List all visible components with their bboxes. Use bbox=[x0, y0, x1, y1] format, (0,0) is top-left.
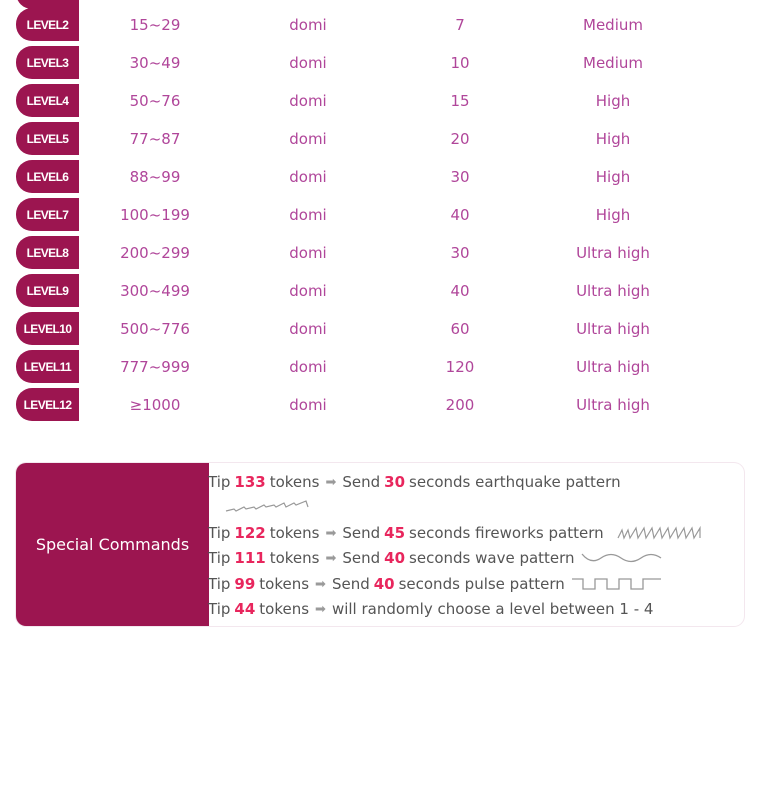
command-line bbox=[208, 572, 663, 596]
intensity: Ultra high bbox=[576, 243, 650, 262]
level-badge: LEVEL8 bbox=[16, 236, 79, 269]
token-amount: 111 bbox=[234, 549, 266, 567]
arrow-icon: ➡ bbox=[315, 601, 326, 617]
token-amount: 44 bbox=[234, 600, 256, 618]
arrow-icon: ➡ bbox=[315, 576, 326, 592]
intensity: Medium bbox=[583, 53, 643, 72]
level-badge: LEVEL6 bbox=[16, 160, 79, 193]
earthquake-pattern-icon bbox=[224, 499, 314, 515]
duration-seconds: 40 bbox=[450, 205, 470, 224]
duration-seconds: 10 bbox=[450, 53, 470, 72]
token-range: ≥1000 bbox=[129, 395, 181, 414]
table-row bbox=[16, 84, 736, 117]
token-range: 88~99 bbox=[129, 167, 181, 186]
token-range: 777~999 bbox=[120, 357, 190, 376]
table-row bbox=[16, 274, 736, 307]
command-line bbox=[208, 521, 702, 545]
toy-name: domi bbox=[289, 357, 327, 376]
tokens-word: tokens bbox=[269, 473, 320, 491]
toy-name: domi bbox=[289, 129, 327, 148]
level-badge: LEVEL5 bbox=[16, 122, 79, 155]
token-range: 15~29 bbox=[129, 15, 181, 34]
level-badge: LEVEL2 bbox=[16, 8, 79, 41]
command-description: seconds earthquake pattern bbox=[409, 473, 621, 491]
table-row bbox=[16, 46, 736, 79]
token-range: 50~76 bbox=[129, 91, 181, 110]
level-badge: LEVEL3 bbox=[16, 46, 79, 79]
token-range: 200~299 bbox=[120, 243, 190, 262]
command-description: seconds fireworks pattern bbox=[409, 524, 604, 542]
action-word: Send bbox=[342, 524, 381, 542]
table-row bbox=[16, 236, 736, 269]
command-description: seconds wave pattern bbox=[409, 549, 575, 567]
token-range: 300~499 bbox=[120, 281, 190, 300]
action-word: Send bbox=[342, 549, 381, 567]
fireworks-pattern-icon bbox=[616, 526, 702, 540]
command-line bbox=[208, 546, 663, 570]
level-badge: LEVEL7 bbox=[16, 198, 79, 231]
tokens-word: tokens bbox=[259, 600, 310, 618]
token-amount: 133 bbox=[234, 473, 266, 491]
level-badge: LEVEL12 bbox=[16, 388, 79, 421]
intensity: High bbox=[595, 129, 631, 148]
tokens-word: tokens bbox=[259, 575, 310, 593]
table-row bbox=[16, 122, 736, 155]
intensity: High bbox=[595, 91, 631, 110]
toy-name: domi bbox=[289, 243, 327, 262]
seconds-amount: 45 bbox=[384, 524, 406, 542]
seconds-amount: 30 bbox=[384, 473, 406, 491]
duration-seconds: 30 bbox=[450, 167, 470, 186]
intensity: Ultra high bbox=[576, 281, 650, 300]
table-row bbox=[16, 350, 736, 383]
special-commands-title: Special Commands bbox=[16, 463, 209, 626]
tip-word: Tip bbox=[208, 524, 231, 542]
token-amount: 122 bbox=[234, 524, 266, 542]
tokens-word: tokens bbox=[269, 549, 320, 567]
level-badge: LEVEL4 bbox=[16, 84, 79, 117]
level-badge: LEVEL11 bbox=[16, 350, 79, 383]
tip-word: Tip bbox=[208, 575, 231, 593]
arrow-icon: ➡ bbox=[325, 550, 337, 566]
intensity: Ultra high bbox=[576, 395, 650, 414]
command-description: seconds pulse pattern bbox=[398, 575, 565, 593]
table-row bbox=[16, 388, 736, 421]
intensity: Medium bbox=[583, 15, 643, 34]
action-word: Send bbox=[331, 575, 370, 593]
action-word: Send bbox=[342, 473, 381, 491]
duration-seconds: 30 bbox=[450, 243, 470, 262]
toy-name: domi bbox=[289, 205, 327, 224]
toy-name: domi bbox=[289, 91, 327, 110]
duration-seconds: 20 bbox=[450, 129, 470, 148]
toy-name: domi bbox=[289, 319, 327, 338]
level-badge: LEVEL10 bbox=[16, 312, 79, 345]
token-range: 30~49 bbox=[129, 53, 181, 72]
token-amount: 99 bbox=[234, 575, 256, 593]
seconds-amount: 40 bbox=[373, 575, 395, 593]
toy-name: domi bbox=[289, 395, 327, 414]
duration-seconds: 40 bbox=[450, 281, 470, 300]
duration-seconds: 7 bbox=[455, 15, 465, 34]
table-row bbox=[16, 198, 736, 231]
intensity: Ultra high bbox=[576, 357, 650, 376]
intensity: High bbox=[595, 205, 631, 224]
token-range: 100~199 bbox=[120, 205, 190, 224]
wave-pattern-icon bbox=[581, 551, 663, 565]
pulse-pattern-icon bbox=[571, 577, 663, 591]
toy-name: domi bbox=[289, 15, 327, 34]
table-row bbox=[16, 312, 736, 345]
command-line bbox=[208, 470, 621, 494]
duration-seconds: 60 bbox=[450, 319, 470, 338]
toy-name: domi bbox=[289, 53, 327, 72]
intensity: Ultra high bbox=[576, 319, 650, 338]
tip-word: Tip bbox=[208, 549, 231, 567]
toy-name: domi bbox=[289, 281, 327, 300]
command-description: will randomly choose a level between 1 - 4 bbox=[331, 600, 654, 618]
tokens-word: tokens bbox=[269, 524, 320, 542]
level-badge: LEVEL9 bbox=[16, 274, 79, 307]
seconds-amount: 40 bbox=[384, 549, 406, 567]
duration-seconds: 15 bbox=[450, 91, 470, 110]
table-row bbox=[16, 160, 736, 193]
tip-word: Tip bbox=[208, 600, 231, 618]
intensity: High bbox=[595, 167, 631, 186]
tip-word: Tip bbox=[208, 473, 231, 491]
token-range: 500~776 bbox=[120, 319, 190, 338]
duration-seconds: 120 bbox=[445, 357, 475, 376]
token-range: 77~87 bbox=[129, 129, 181, 148]
arrow-icon: ➡ bbox=[325, 525, 337, 541]
table-row bbox=[16, 8, 736, 41]
duration-seconds: 200 bbox=[445, 395, 475, 414]
command-line bbox=[208, 597, 653, 621]
arrow-icon: ➡ bbox=[325, 474, 337, 490]
toy-name: domi bbox=[289, 167, 327, 186]
